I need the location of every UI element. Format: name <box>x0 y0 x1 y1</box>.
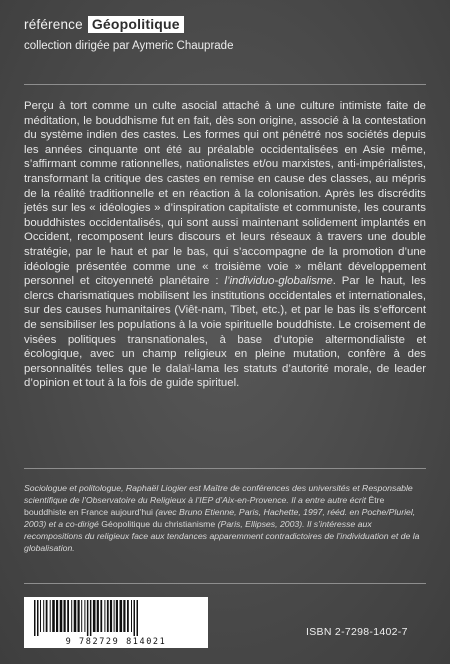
series-title <box>24 16 184 33</box>
barcode-bar <box>110 600 112 632</box>
barcode-bars <box>34 600 198 636</box>
isbn: ISBN 2-7298-1402-7 <box>306 626 408 638</box>
bio-book-title-1: Être bouddhiste en France aujourd’hui <box>24 494 385 517</box>
barcode-bar <box>93 600 96 632</box>
barcode-bar <box>56 600 58 632</box>
barcode-bar <box>37 600 39 636</box>
barcode-bar <box>43 600 44 632</box>
barcode-bar <box>134 600 136 636</box>
barcode-digits: 9 782729 814021 <box>65 637 167 647</box>
barcode-bar <box>100 600 102 632</box>
barcode-bar <box>123 600 125 632</box>
barcode-bar <box>46 600 48 632</box>
bio-book-title-2: Géopolitique du christianisme <box>101 518 216 529</box>
barcode <box>24 597 208 648</box>
collection-credit: collection dirigée par Aymeric Chauprade <box>24 40 234 52</box>
barcode-bar <box>71 600 72 632</box>
barcode-bar <box>34 600 36 636</box>
divider-bottom <box>24 583 426 584</box>
series-badge: Géopolitique <box>88 16 184 33</box>
barcode-bar <box>137 600 139 636</box>
barcode-bar <box>67 600 69 632</box>
barcode-bar <box>78 600 80 632</box>
barcode-bar <box>60 600 63 632</box>
barcode-bar <box>120 600 123 632</box>
blurb-part-2: . Par le haut, les clercs charismatiques mobilisent les institutions occidentales et internationales, sur des causes humanitaires (Viêt-nam, Tibet, etc.), et par le bas ils s’efforcent de sensibiliser les populations à la voie spirituelle bouddhiste. Le croisement de visées politiques transnationales, à base d’utopie altermondialiste et écologique, avec un champ religieux en pleine mutation, confère à des personnalités telles que le dalaï-lama les statuts d’autorité morale, de leader d’opinion et tout à la fois de guide spirituel. <box>24 275 426 390</box>
blurb-emphasis: l’individuo-globalisme <box>224 275 333 288</box>
bio-part-1: Sociologue et politologue, Raphaël Liogier est Maître de conférences des universités et Responsable scientifique de l’Observatoire du Religieux à l’IEP d’Aix-en-Provence. Il a entre autre écrit <box>24 483 413 505</box>
barcode-bar <box>64 600 66 632</box>
divider-middle <box>24 468 426 469</box>
barcode-bar <box>107 600 109 632</box>
author-bio <box>24 483 426 554</box>
barcode-bar <box>114 600 115 632</box>
barcode-bar <box>131 600 132 632</box>
barcode-bar <box>90 600 92 636</box>
bio-part-3: (Paris, Ellipses, 2003). Il s’intéresse aux recompositions du religieux face aux tendances apparemment contradictoires de l’individuation et de la globalisation. <box>24 518 420 553</box>
barcode-bar <box>116 600 118 632</box>
barcode-bar <box>74 600 77 632</box>
barcode-bar <box>84 600 85 632</box>
barcode-bar <box>97 600 99 632</box>
barcode-bar <box>104 600 105 632</box>
barcode-bar <box>127 600 129 632</box>
blurb-part-1: Perçu à tort comme un culte asocial attaché à une culture intimiste faite de méditation, le bouddhisme fut en fait, dès son origine, associé à la contestation du système indien des castes. Les formes qui ont pénétré nos sociétés depuis les années cinquante ont été au préalable occidentalisées en Asie même, s’affirmant comme rationnelles, nationalistes et/ou marxistes, anti-impérialistes, transformant la critique des castes en remise en cause des classes, au mépris de la réalité traditionnelle et en réaction à la colonisation. Après les discrédits jetés sur les « idéologies » d’inspiration capitaliste et communiste, les courants bouddhistes occidentalisés, qui sont aussi maintenant solidement implantés en Occident, recomposent leurs discours et leurs réseaux à travers une double stratégie, par le haut et par le bas, qui s’accompagne de la promotion d’une idéologie présentée comme une « troisième voie » mêlant développement personnel et citoyenneté planétaire : <box>24 100 426 288</box>
blurb-text <box>24 99 426 391</box>
barcode-bar <box>87 600 89 636</box>
barcode-bar <box>81 600 82 632</box>
divider-top <box>24 84 426 85</box>
bio-part-2: (avec Bruno Etienne, Paris, Hachette, 1997, rééd. en Poche/Pluriel, 2003) et a co-dirigé <box>24 506 416 529</box>
barcode-bar <box>40 600 41 632</box>
series-label: référence <box>24 17 83 32</box>
barcode-bar <box>50 600 51 632</box>
barcode-bar <box>52 600 55 632</box>
